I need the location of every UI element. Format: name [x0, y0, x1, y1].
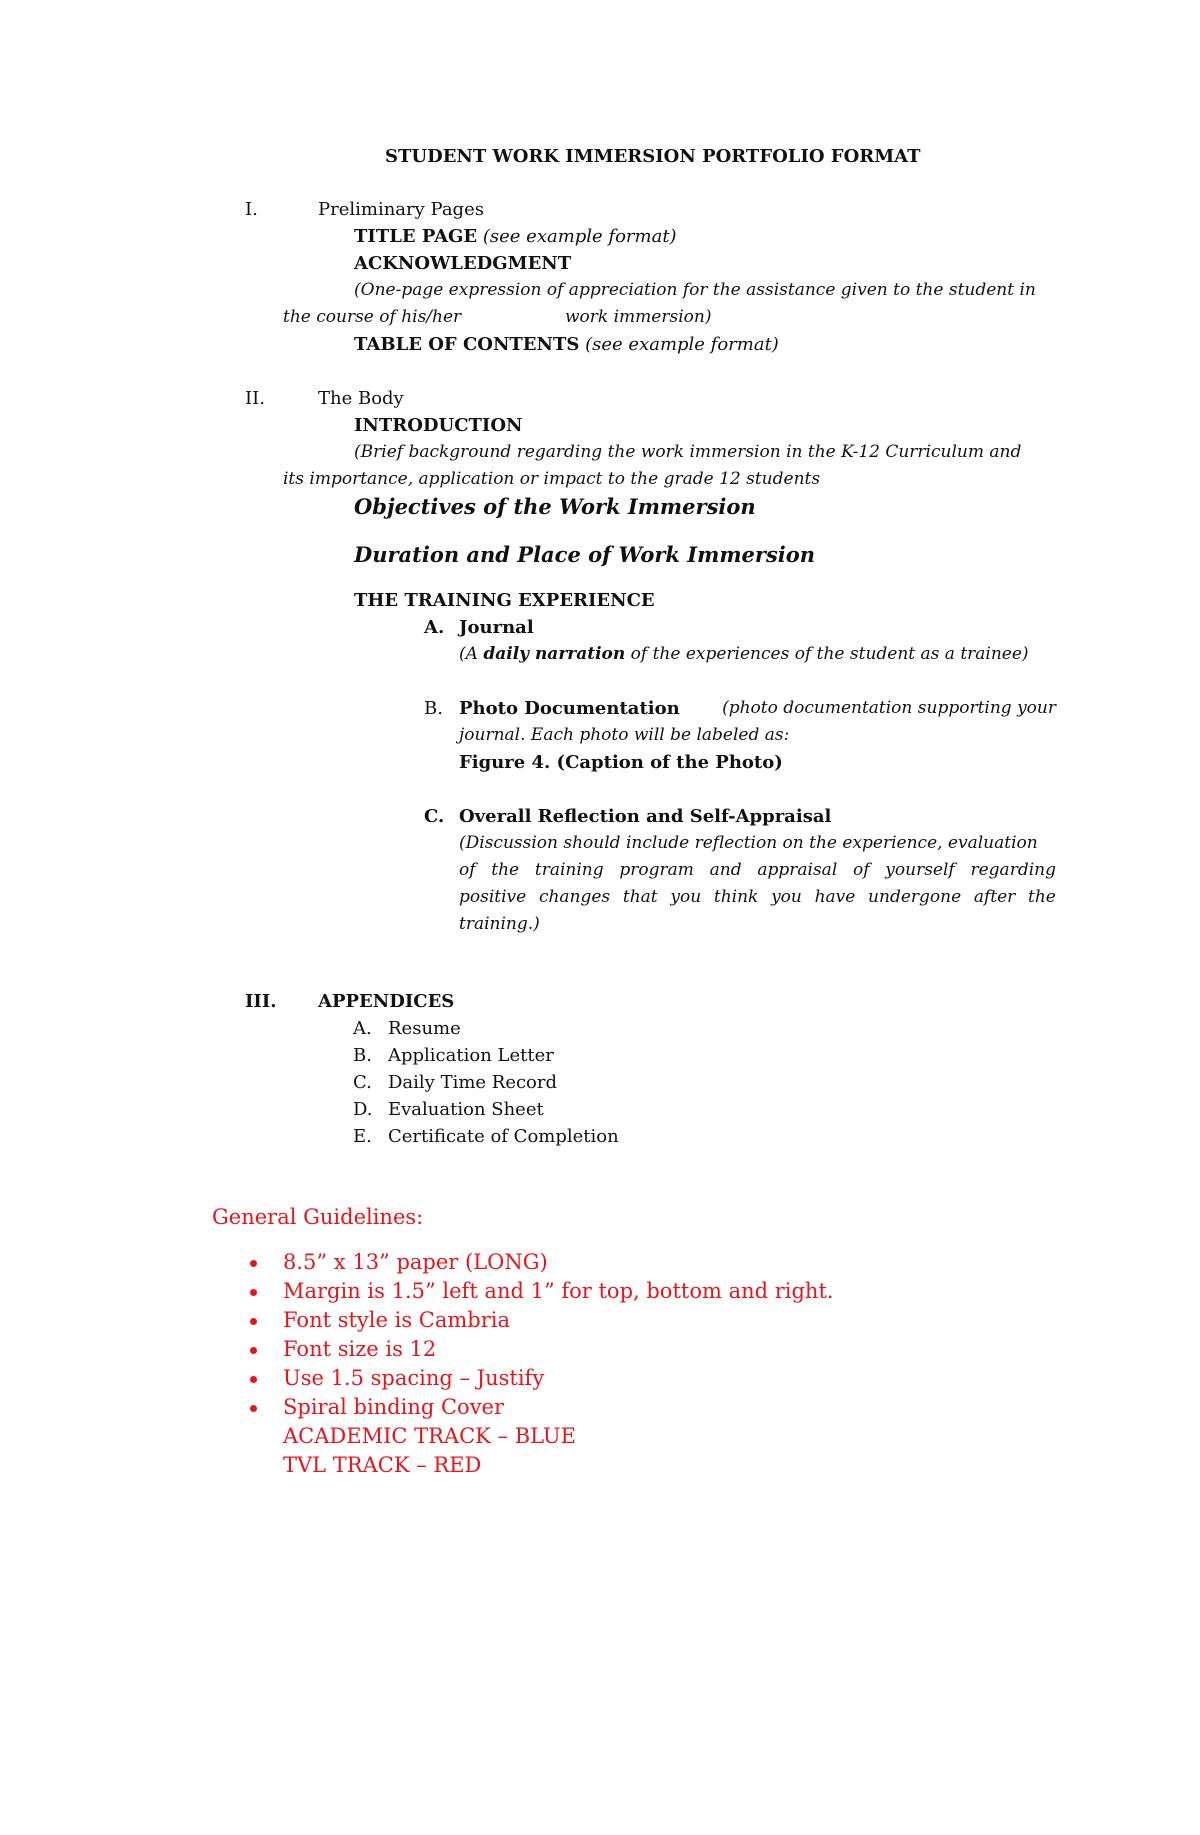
section-numeral-2: II. [245, 388, 265, 409]
objectives-heading: Objectives of the Work Immersion [354, 494, 756, 519]
appendix-letter-d: D. [353, 1099, 373, 1120]
guideline-font-style: Font style is Cambria [283, 1308, 510, 1332]
bullet-dot-5 [250, 1376, 257, 1383]
guideline-font-size: Font size is 12 [283, 1337, 437, 1361]
training-item-a-letter: A. [424, 617, 445, 638]
justified-word: positive [459, 887, 527, 907]
reflection-note-line2 [459, 860, 1056, 880]
cover-academic-track: ACADEMIC TRACK – BLUE [283, 1424, 576, 1448]
section-heading-appendices: APPENDICES [318, 991, 455, 1012]
bullet-dot-3 [250, 1318, 257, 1325]
justified-word: program [619, 860, 694, 880]
appendix-item-evaluation-sheet: Evaluation Sheet [388, 1099, 544, 1120]
justified-word: training [534, 860, 604, 880]
training-item-b-label: Photo Documentation [459, 698, 680, 719]
toc-note: (see example format) [585, 334, 779, 355]
justified-word: after [973, 887, 1016, 907]
section-numeral-3: III. [245, 991, 277, 1012]
appendix-item-certificate: Certificate of Completion [388, 1126, 619, 1147]
appendix-item-application-letter: Application Letter [388, 1045, 554, 1066]
justified-word: the [1028, 887, 1056, 907]
training-item-c-label: Overall Reflection and Self-Appraisal [459, 806, 832, 827]
justified-word: you [670, 887, 702, 907]
toc-line [354, 334, 779, 356]
guideline-margin: Margin is 1.5” left and 1” for top, bottom and right. [283, 1279, 834, 1303]
reflection-note-line4: training.) [459, 914, 540, 934]
justified-word: that [622, 887, 658, 907]
introduction-note-line2: its importance, application or impact to the grade 12 students [283, 469, 821, 489]
bullet-dot-2 [250, 1289, 257, 1296]
justified-word: you [771, 887, 802, 907]
acknowledgment-label: ACKNOWLEDGMENT [354, 253, 572, 274]
duration-heading: Duration and Place of Work Immersion [354, 542, 816, 567]
reflection-note-line3 [459, 887, 1056, 907]
photo-documentation-note: (photo documentation supporting your [722, 698, 1056, 718]
appendix-letter-a: A. [353, 1018, 372, 1039]
appendix-item-resume: Resume [388, 1018, 461, 1039]
section-numeral-1: I. [245, 199, 258, 220]
justified-word: changes [538, 887, 611, 907]
justified-word: undergone [868, 887, 962, 907]
guideline-spacing: Use 1.5 spacing – Justify [283, 1366, 545, 1390]
acknowledgment-note-line2b: work immersion) [565, 307, 712, 327]
section-heading-body: The Body [318, 388, 404, 409]
bullet-dot-6 [250, 1405, 257, 1412]
title-page-line [354, 226, 677, 248]
appendix-letter-e: E. [353, 1126, 372, 1147]
bullet-dot-1 [250, 1260, 257, 1267]
justified-word: and [709, 860, 742, 880]
photo-documentation-line [459, 698, 1056, 720]
introduction-note-line1: (Brief background regarding the work immersion in the K-12 Curriculum and [354, 442, 1022, 462]
justified-word: of [853, 860, 870, 880]
bullet-dot-4 [250, 1347, 257, 1354]
justified-word: have [814, 887, 856, 907]
toc-label: TABLE OF CONTENTS [354, 334, 580, 355]
justified-word: think [713, 887, 759, 907]
training-item-c-letter: C. [424, 806, 445, 827]
journal-note-rest: of the experiences of the student as a trainee) [625, 644, 1029, 664]
acknowledgment-note-line2a: the course of his/her [283, 307, 462, 327]
introduction-label: INTRODUCTION [354, 415, 523, 436]
appendix-item-daily-time-record: Daily Time Record [388, 1072, 558, 1093]
acknowledgment-note-line1: (One-page expression of appreciation for the assistance given to the student in [354, 280, 1036, 300]
justified-word: regarding [970, 860, 1056, 880]
photo-documentation-note-line2: journal. Each photo will be labeled as: [459, 725, 790, 745]
guideline-paper: 8.5” x 13” paper (LONG) [283, 1250, 548, 1274]
journal-note-bold: daily narration [483, 644, 626, 664]
journal-note [459, 644, 1029, 664]
guideline-binding: Spiral binding Cover [283, 1395, 505, 1419]
justified-word: yourself [885, 860, 955, 880]
appendix-letter-c: C. [353, 1072, 372, 1093]
justified-word: appraisal [757, 860, 838, 880]
document-title: STUDENT WORK IMMERSION PORTFOLIO FORMAT [385, 146, 921, 167]
title-page-label: TITLE PAGE [354, 226, 478, 247]
training-experience-heading: THE TRAINING EXPERIENCE [354, 590, 655, 611]
title-page-note: (see example format) [482, 226, 677, 247]
cover-tvl-track: TVL TRACK – RED [283, 1453, 482, 1477]
justified-word: the [491, 860, 520, 880]
section-heading-preliminary: Preliminary Pages [318, 199, 484, 220]
reflection-note-line1: (Discussion should include reflection on the experience, evaluation [459, 833, 1038, 853]
figure-caption-example: Figure 4. (Caption of the Photo) [459, 752, 783, 773]
training-item-b-letter: B. [424, 698, 443, 719]
journal-note-open: (A [459, 644, 484, 664]
appendix-letter-b: B. [353, 1045, 372, 1066]
training-item-a-label: Journal [459, 617, 534, 638]
justified-word: of [459, 860, 476, 880]
guidelines-heading: General Guidelines: [212, 1205, 424, 1229]
